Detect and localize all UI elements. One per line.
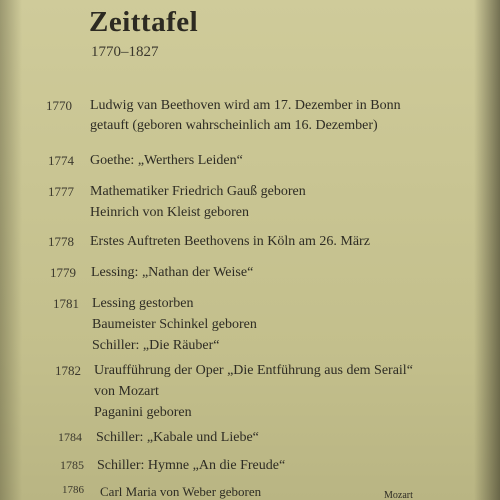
entry-text: Goethe: „Werthers Leiden“ <box>90 153 243 168</box>
cut-off-text: Mozart <box>384 490 413 500</box>
entry-year: 1786 <box>62 484 84 496</box>
entry-year: 1785 <box>60 458 84 472</box>
entry-year: 1782 <box>55 363 81 378</box>
entry-year: 1774 <box>48 153 74 168</box>
entry-text: Schiller: „Kabale und Liebe“ <box>96 430 259 445</box>
entry-year: 1777 <box>48 184 74 199</box>
entry-text: getauft (geboren wahrscheinlich am 16. Dezember) <box>90 118 378 133</box>
entry-year: 1778 <box>48 234 74 249</box>
entry-text: Erstes Auftreten Beethovens in Köln am 26. März <box>90 234 370 249</box>
page-shadow-right <box>474 0 500 500</box>
page-shadow-left <box>0 0 22 500</box>
entry-text: Mathematiker Friedrich Gauß geboren <box>90 184 306 199</box>
entry-text: Heinrich von Kleist geboren <box>90 205 250 220</box>
page-subtitle: 1770–1827 <box>91 44 159 60</box>
entry-year: 1770 <box>46 98 72 113</box>
entry-text: Uraufführung der Oper „Die Entführung aus dem Serail“ <box>94 363 413 378</box>
entry-year: 1781 <box>53 296 79 311</box>
entry-text: Schiller: „Die Räuber“ <box>92 338 220 353</box>
entry-year: 1779 <box>50 265 76 280</box>
entry-text: Carl Maria von Weber geboren <box>100 484 262 499</box>
entry-text: Schiller: Hymne „An die Freude“ <box>97 458 286 473</box>
entry-text: Baumeister Schinkel geboren <box>92 317 257 332</box>
entry-text: Lessing: „Nathan der Weise“ <box>91 265 254 280</box>
entry-text: von Mozart <box>94 384 159 399</box>
page-title: Zeittafel <box>89 6 199 38</box>
entry-text: Ludwig van Beethoven wird am 17. Dezember in Bonn <box>90 98 401 113</box>
entry-text: Paganini geboren <box>94 405 192 420</box>
entry-text: Lessing gestorben <box>92 296 194 311</box>
entry-year: 1784 <box>58 430 82 444</box>
